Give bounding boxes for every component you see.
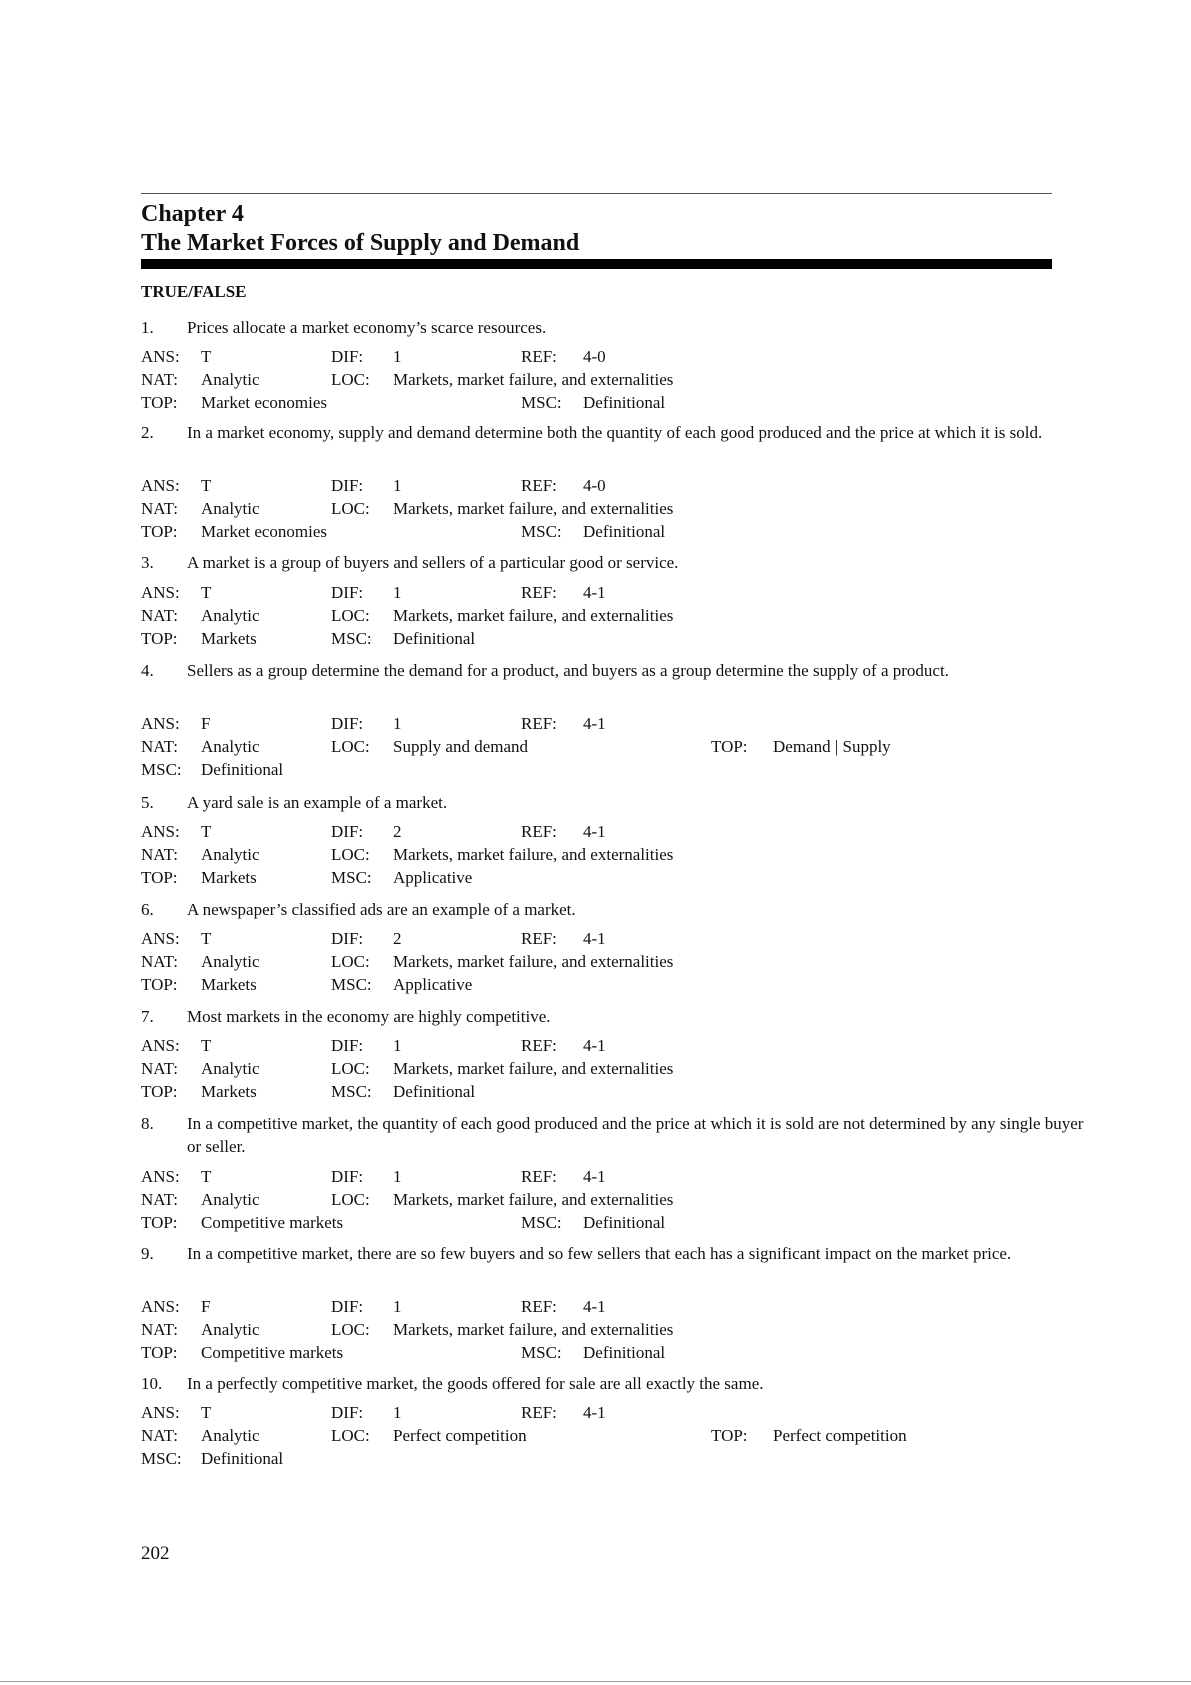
nat-value: Analytic: [201, 952, 260, 971]
ref-label: REF:: [521, 1403, 557, 1422]
nat-label: NAT:: [141, 952, 178, 971]
metadata-row: [141, 474, 1041, 497]
top-value: Market economies: [201, 522, 328, 541]
ans-label: ANS:: [141, 476, 180, 495]
metadata-row: [141, 604, 1041, 627]
question-text: In a perfectly competitive market, the goods offered for sale are all exactly the same.: [187, 1374, 764, 1393]
loc-label: LOC:: [331, 1059, 370, 1078]
msc-label: MSC:: [141, 1449, 182, 1468]
ans-label: ANS:: [141, 822, 180, 841]
dif-value: 2: [393, 929, 402, 948]
metadata-row: [141, 758, 1041, 781]
question-text: A yard sale is an example of a market.: [187, 793, 448, 812]
msc-value: Definitional: [393, 629, 476, 648]
ans-value: T: [201, 583, 212, 602]
nat-label: NAT:: [141, 606, 178, 625]
ans-value: F: [201, 1297, 211, 1316]
chapter-heading: Chapter 4: [141, 201, 244, 227]
ans-label: ANS:: [141, 347, 180, 366]
question-text: Most markets in the economy are highly competitive.: [187, 1007, 551, 1026]
header-rule: [141, 193, 1052, 194]
loc-value: Markets, market failure, and externalities: [393, 1320, 674, 1339]
top-label: TOP:: [141, 975, 178, 994]
ans-value: T: [201, 476, 212, 495]
title-rule: [141, 259, 1052, 269]
dif-value: 1: [393, 583, 402, 602]
top-label: TOP:: [141, 868, 178, 887]
metadata-row: [141, 1318, 1041, 1341]
metadata-row: [141, 368, 1041, 391]
metadata-row: [141, 1165, 1041, 1188]
ans-label: ANS:: [141, 583, 180, 602]
loc-label: LOC:: [331, 499, 370, 518]
dif-label: DIF:: [331, 1036, 364, 1055]
msc-value: Definitional: [583, 393, 666, 412]
msc-label: MSC:: [521, 393, 562, 412]
ref-label: REF:: [521, 714, 557, 733]
question-text: Sellers as a group determine the demand for a product, and buyers as a group determine the supply of a product.: [187, 661, 949, 680]
metadata-row: [141, 627, 1041, 650]
question-number: 2.: [141, 423, 154, 442]
metadata-row: [141, 1341, 1041, 1364]
nat-label: NAT:: [141, 737, 178, 756]
ref-label: REF:: [521, 1036, 557, 1055]
top-value: Competitive markets: [201, 1213, 344, 1232]
loc-value: Supply and demand: [393, 737, 529, 756]
msc-value: Definitional: [201, 1449, 284, 1468]
question-number: 3.: [141, 553, 154, 572]
ref-value: 4-1: [583, 583, 606, 602]
dif-value: 1: [393, 347, 402, 366]
nat-label: NAT:: [141, 845, 178, 864]
loc-value: Markets, market failure, and externalities: [393, 370, 674, 389]
ans-label: ANS:: [141, 714, 180, 733]
loc-label: LOC:: [331, 845, 370, 864]
dif-label: DIF:: [331, 476, 364, 495]
msc-value: Definitional: [201, 760, 284, 779]
footer-rule: [0, 1681, 1191, 1682]
metadata-row: [141, 345, 1041, 368]
msc-value: Definitional: [393, 1082, 476, 1101]
metadata-row: [141, 581, 1041, 604]
dif-value: 1: [393, 1297, 402, 1316]
ref-label: REF:: [521, 1167, 557, 1186]
ans-label: ANS:: [141, 929, 180, 948]
top-label: TOP:: [711, 737, 748, 756]
msc-label: MSC:: [521, 1343, 562, 1362]
loc-label: LOC:: [331, 606, 370, 625]
loc-label: LOC:: [331, 737, 370, 756]
loc-label: LOC:: [331, 1190, 370, 1209]
top-value: Markets: [201, 629, 257, 648]
dif-label: DIF:: [331, 714, 364, 733]
top-value: Competitive markets: [201, 1343, 344, 1362]
ref-value: 4-0: [583, 476, 606, 495]
metadata-row: [141, 820, 1041, 843]
nat-label: NAT:: [141, 1320, 178, 1339]
top-value: Market economies: [201, 393, 328, 412]
msc-label: MSC:: [141, 760, 182, 779]
nat-value: Analytic: [201, 499, 260, 518]
dif-value: 1: [393, 1167, 402, 1186]
metadata-row: [141, 1034, 1041, 1057]
question-number: 7.: [141, 1007, 154, 1026]
metadata-row: [141, 520, 1041, 543]
ref-label: REF:: [521, 1297, 557, 1316]
loc-value: Markets, market failure, and externalities: [393, 1059, 674, 1078]
metadata-row: [141, 1188, 1041, 1211]
top-label: TOP:: [711, 1426, 748, 1445]
metadata-row: [141, 1401, 1041, 1424]
top-label: TOP:: [141, 393, 178, 412]
question-number: 5.: [141, 793, 154, 812]
metadata-row: [141, 497, 1041, 520]
question-number: 8.: [141, 1114, 154, 1133]
nat-value: Analytic: [201, 370, 260, 389]
question-text: In a market economy, supply and demand determine both the quantity of each good produced and the price at which it is sold.: [187, 423, 1043, 442]
metadata-row: [141, 1211, 1041, 1234]
loc-label: LOC:: [331, 952, 370, 971]
loc-label: LOC:: [331, 1320, 370, 1339]
dif-label: DIF:: [331, 583, 364, 602]
ref-value: 4-1: [583, 1403, 606, 1422]
loc-value: Markets, market failure, and externalities: [393, 845, 674, 864]
top-value: Demand | Supply: [773, 737, 891, 756]
question-text: In a competitive market, the quantity of each good produced and the price at which it is sold are not determined by any single buyer or seller.: [187, 1114, 1084, 1156]
ans-value: T: [201, 1036, 212, 1055]
ref-label: REF:: [521, 929, 557, 948]
top-label: TOP:: [141, 1343, 178, 1362]
top-label: TOP:: [141, 629, 178, 648]
metadata-row: [141, 843, 1041, 866]
nat-value: Analytic: [201, 1190, 260, 1209]
dif-label: DIF:: [331, 929, 364, 948]
section-heading: TRUE/FALSE: [141, 282, 247, 301]
loc-label: LOC:: [331, 370, 370, 389]
dif-label: DIF:: [331, 1297, 364, 1316]
dif-value: 1: [393, 714, 402, 733]
nat-label: NAT:: [141, 1426, 178, 1445]
dif-value: 1: [393, 1036, 402, 1055]
metadata-row: [141, 1057, 1041, 1080]
question-text: A newspaper’s classified ads are an example of a market.: [187, 900, 576, 919]
nat-value: Analytic: [201, 1426, 260, 1445]
ans-label: ANS:: [141, 1403, 180, 1422]
metadata-row: [141, 927, 1041, 950]
nat-label: NAT:: [141, 499, 178, 518]
metadata-row: [141, 391, 1041, 414]
ref-label: REF:: [521, 476, 557, 495]
msc-value: Applicative: [393, 975, 473, 994]
dif-label: DIF:: [331, 1403, 364, 1422]
metadata-row: [141, 735, 1041, 758]
question-text: A market is a group of buyers and sellers of a particular good or service.: [187, 553, 679, 572]
nat-value: Analytic: [201, 606, 260, 625]
nat-label: NAT:: [141, 1059, 178, 1078]
msc-value: Applicative: [393, 868, 473, 887]
dif-label: DIF:: [331, 347, 364, 366]
metadata-row: [141, 950, 1041, 973]
question-number: 4.: [141, 661, 154, 680]
ans-label: ANS:: [141, 1167, 180, 1186]
dif-value: 1: [393, 476, 402, 495]
nat-value: Analytic: [201, 1059, 260, 1078]
dif-value: 2: [393, 822, 402, 841]
top-value: Markets: [201, 1082, 257, 1101]
msc-label: MSC:: [331, 629, 372, 648]
ref-label: REF:: [521, 583, 557, 602]
loc-value: Perfect competition: [393, 1426, 527, 1445]
metadata-row: [141, 973, 1041, 996]
page-number: 202: [141, 1543, 170, 1564]
question-number: 1.: [141, 318, 154, 337]
ans-label: ANS:: [141, 1297, 180, 1316]
nat-label: NAT:: [141, 1190, 178, 1209]
top-value: Perfect competition: [773, 1426, 907, 1445]
ref-label: REF:: [521, 822, 557, 841]
ref-value: 4-1: [583, 1167, 606, 1186]
top-label: TOP:: [141, 1213, 178, 1232]
ans-value: T: [201, 1403, 212, 1422]
ref-value: 4-1: [583, 1036, 606, 1055]
loc-value: Markets, market failure, and externalities: [393, 606, 674, 625]
top-label: TOP:: [141, 1082, 178, 1101]
metadata-row: [141, 1424, 1041, 1447]
metadata-row: [141, 712, 1041, 735]
question-text: Prices allocate a market economy’s scarce resources.: [187, 318, 547, 337]
ref-value: 4-0: [583, 347, 606, 366]
loc-value: Markets, market failure, and externalities: [393, 1190, 674, 1209]
msc-value: Definitional: [583, 522, 666, 541]
msc-value: Definitional: [583, 1213, 666, 1232]
question-number: 9.: [141, 1244, 154, 1263]
top-value: Markets: [201, 868, 257, 887]
top-label: TOP:: [141, 522, 178, 541]
question-number: 10.: [141, 1374, 163, 1393]
msc-label: MSC:: [521, 522, 562, 541]
ref-value: 4-1: [583, 929, 606, 948]
dif-label: DIF:: [331, 822, 364, 841]
top-value: Markets: [201, 975, 257, 994]
nat-label: NAT:: [141, 370, 178, 389]
nat-value: Analytic: [201, 737, 260, 756]
ref-value: 4-1: [583, 1297, 606, 1316]
msc-label: MSC:: [331, 868, 372, 887]
msc-value: Definitional: [583, 1343, 666, 1362]
ans-value: T: [201, 347, 212, 366]
loc-value: Markets, market failure, and externalities: [393, 499, 674, 518]
msc-label: MSC:: [521, 1213, 562, 1232]
nat-value: Analytic: [201, 845, 260, 864]
ans-value: F: [201, 714, 211, 733]
msc-label: MSC:: [331, 1082, 372, 1101]
msc-label: MSC:: [331, 975, 372, 994]
metadata-row: [141, 866, 1041, 889]
nat-value: Analytic: [201, 1320, 260, 1339]
ans-label: ANS:: [141, 1036, 180, 1055]
metadata-row: [141, 1080, 1041, 1103]
dif-value: 1: [393, 1403, 402, 1422]
ans-value: T: [201, 822, 212, 841]
ref-value: 4-1: [583, 822, 606, 841]
chapter-title: The Market Forces of Supply and Demand: [141, 230, 580, 256]
ref-value: 4-1: [583, 714, 606, 733]
dif-label: DIF:: [331, 1167, 364, 1186]
question-text: In a competitive market, there are so few buyers and so few sellers that each has a significant impact on the market price.: [187, 1244, 1012, 1263]
ans-value: T: [201, 1167, 212, 1186]
ref-label: REF:: [521, 347, 557, 366]
metadata-row: [141, 1447, 1041, 1470]
loc-label: LOC:: [331, 1426, 370, 1445]
metadata-row: [141, 1295, 1041, 1318]
ans-value: T: [201, 929, 212, 948]
loc-value: Markets, market failure, and externalities: [393, 952, 674, 971]
question-number: 6.: [141, 900, 154, 919]
